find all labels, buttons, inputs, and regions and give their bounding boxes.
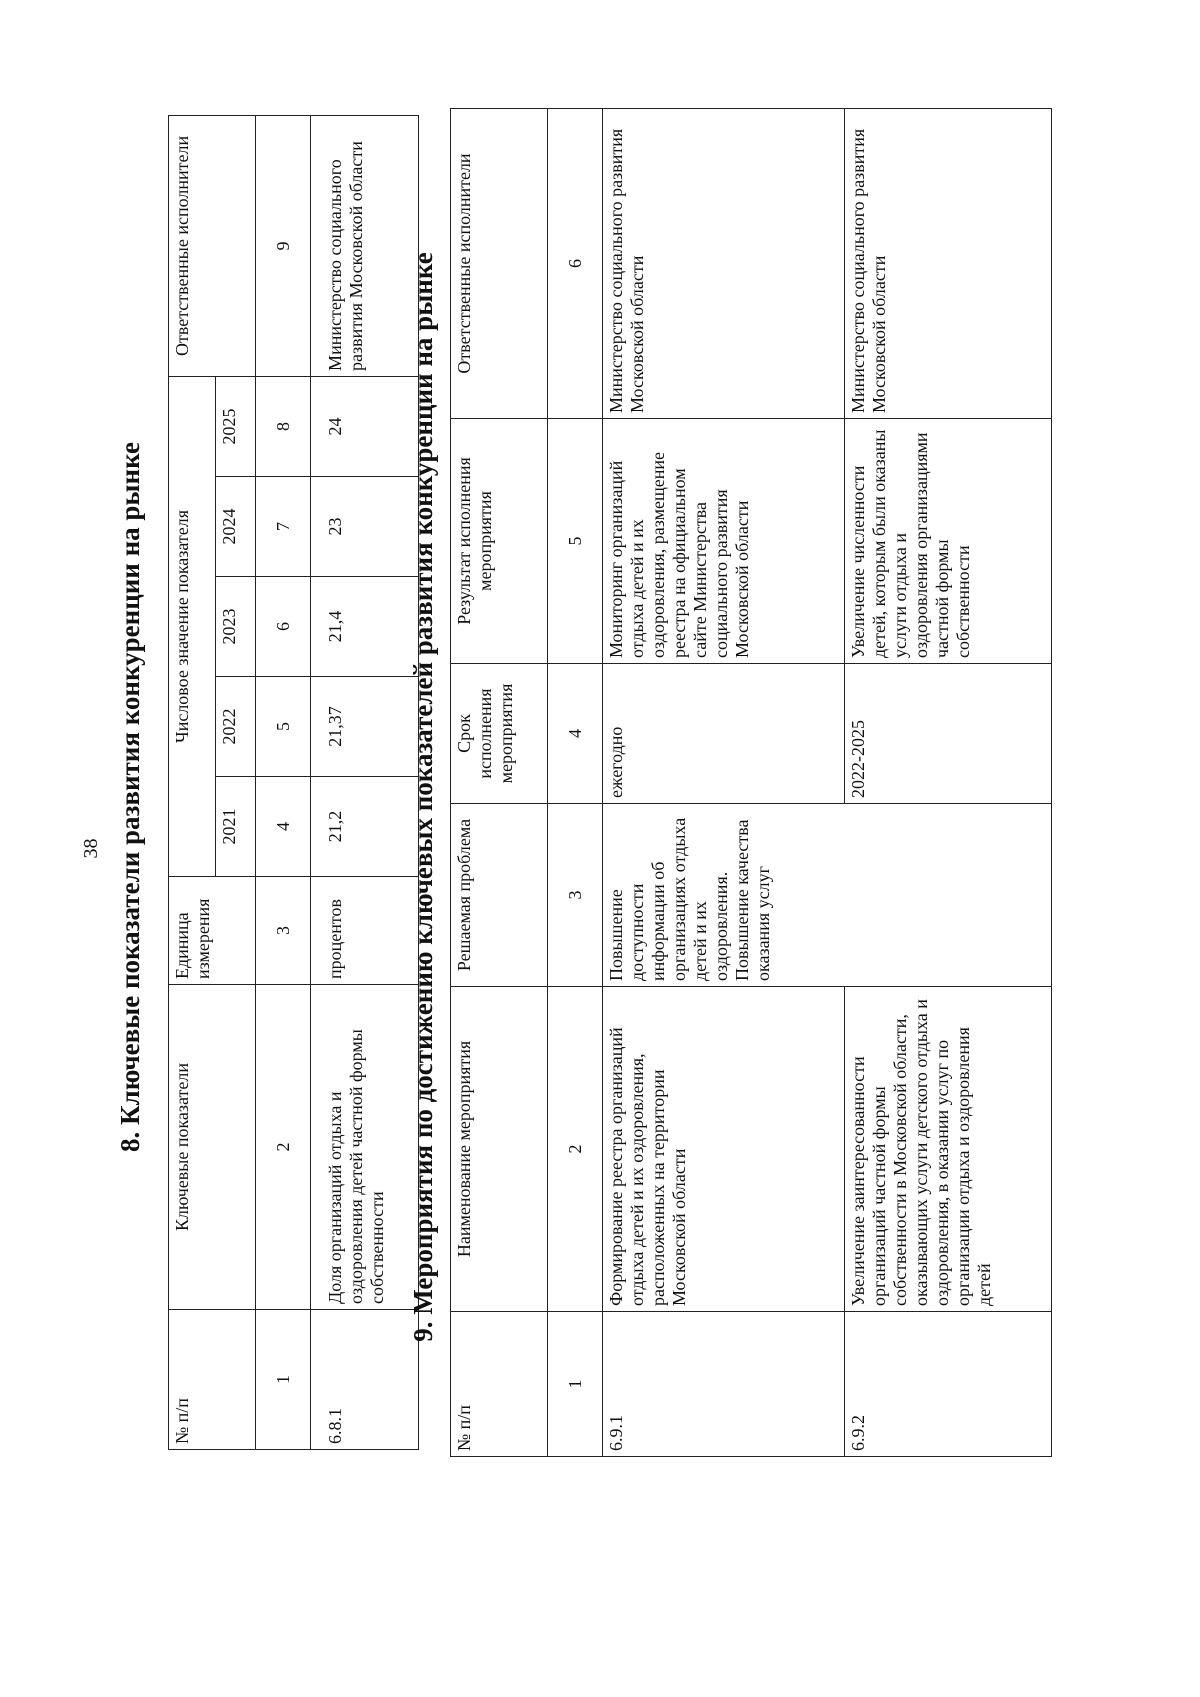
col-number: 3 bbox=[548, 804, 603, 987]
header-term: Срок исполнения мероприятия bbox=[451, 664, 548, 804]
row-value: 21,4 bbox=[311, 577, 419, 677]
header-values: Числовое значение показателя bbox=[169, 376, 216, 876]
col-number: 9 bbox=[256, 115, 311, 376]
table-row bbox=[311, 115, 419, 1449]
row-value: 24 bbox=[311, 376, 419, 476]
table-header-row bbox=[169, 115, 216, 1449]
table-row bbox=[845, 109, 1052, 1457]
row-responsible: Министерство социального развития Московской области bbox=[311, 115, 419, 376]
page-number: 38 bbox=[80, 838, 102, 859]
row-result: Мониторинг организаций отдыха детей и их оздоровления, размещение реестра на официальном сайте Министерства социального развития Московской области bbox=[603, 419, 845, 664]
col-number: 4 bbox=[548, 664, 603, 804]
row-result: Увеличение численности детей, которым были оказаны услуги отдыха и оздоровления организациями частной формы собственности bbox=[845, 419, 1052, 664]
col-number: 1 bbox=[256, 1310, 311, 1450]
row-value: 21,2 bbox=[311, 777, 419, 877]
indicators-table bbox=[168, 115, 419, 1450]
col-number: 3 bbox=[256, 877, 311, 985]
row-value: 21,37 bbox=[311, 677, 419, 777]
row-term: 2022-2025 bbox=[845, 664, 1052, 804]
table-header-row bbox=[451, 109, 548, 1457]
header-responsible: Ответственные исполнители bbox=[169, 115, 256, 376]
header-result: Результат исполнения мероприятия bbox=[451, 419, 548, 664]
row-term: ежегодно bbox=[603, 664, 845, 804]
row-num: 6.8.1 bbox=[311, 1310, 419, 1450]
col-number: 2 bbox=[256, 985, 311, 1310]
row-responsible: Министерство социального развития Московской области bbox=[845, 109, 1052, 419]
col-number: 8 bbox=[256, 376, 311, 476]
column-number-row bbox=[548, 109, 603, 1457]
row-num: 6.9.2 bbox=[845, 1312, 1052, 1457]
col-number: 2 bbox=[548, 987, 603, 1312]
row-responsible: Министерство социального развития Московской области bbox=[603, 109, 845, 419]
section8-title: 8. Ключевые показатели развития конкуренции на рынке bbox=[115, 442, 145, 1152]
column-number-row bbox=[256, 115, 311, 1449]
measures-table bbox=[450, 108, 1052, 1457]
col-number: 5 bbox=[256, 677, 311, 777]
col-number: 1 bbox=[548, 1312, 603, 1457]
row-indicator: Доля организаций отдыха и оздоровления детей частной формы собственности bbox=[311, 985, 419, 1310]
col-number: 4 bbox=[256, 777, 311, 877]
header-name: Наименование мероприятия bbox=[451, 987, 548, 1312]
header-problem: Решаемая проблема bbox=[451, 804, 548, 987]
header-responsible: Ответственные исполнители bbox=[451, 109, 548, 419]
row-value: 23 bbox=[311, 477, 419, 577]
header-num: № п/п bbox=[451, 1312, 548, 1457]
header-indicator: Ключевые показатели bbox=[169, 985, 256, 1310]
header-unit: Единица измерения bbox=[169, 877, 256, 985]
row-num: 6.9.1 bbox=[603, 1312, 845, 1457]
row-name: Увеличение заинтересованности организаций частной формы собственности в Московской области, оказывающих услуги детского отдыха и оздоровления, в оказании услуг по организации отдыха и оздоровления детей bbox=[845, 987, 1052, 1312]
table-row bbox=[603, 109, 845, 1457]
header-num: № п/п bbox=[169, 1310, 256, 1450]
row-name: Формирование реестра организаций отдыха детей и их оздоровления, расположенных на территории Московской области bbox=[603, 987, 845, 1312]
year-cell: 2025 bbox=[216, 376, 256, 476]
col-number: 6 bbox=[548, 109, 603, 419]
row-problem: Повышение доступности информации об организациях отдыха детей и их оздоровления. Повышение качества оказания услуг bbox=[603, 804, 1052, 987]
section9-title: 9. Мероприятия по достижению ключевых показателей развития конкуренции на рынке bbox=[408, 252, 438, 1342]
col-number: 7 bbox=[256, 477, 311, 577]
year-cell: 2021 bbox=[216, 777, 256, 877]
row-unit: процентов bbox=[311, 877, 419, 985]
col-number: 5 bbox=[548, 419, 603, 664]
col-number: 6 bbox=[256, 577, 311, 677]
year-cell: 2022 bbox=[216, 677, 256, 777]
year-cell: 2024 bbox=[216, 477, 256, 577]
year-cell: 2023 bbox=[216, 577, 256, 677]
